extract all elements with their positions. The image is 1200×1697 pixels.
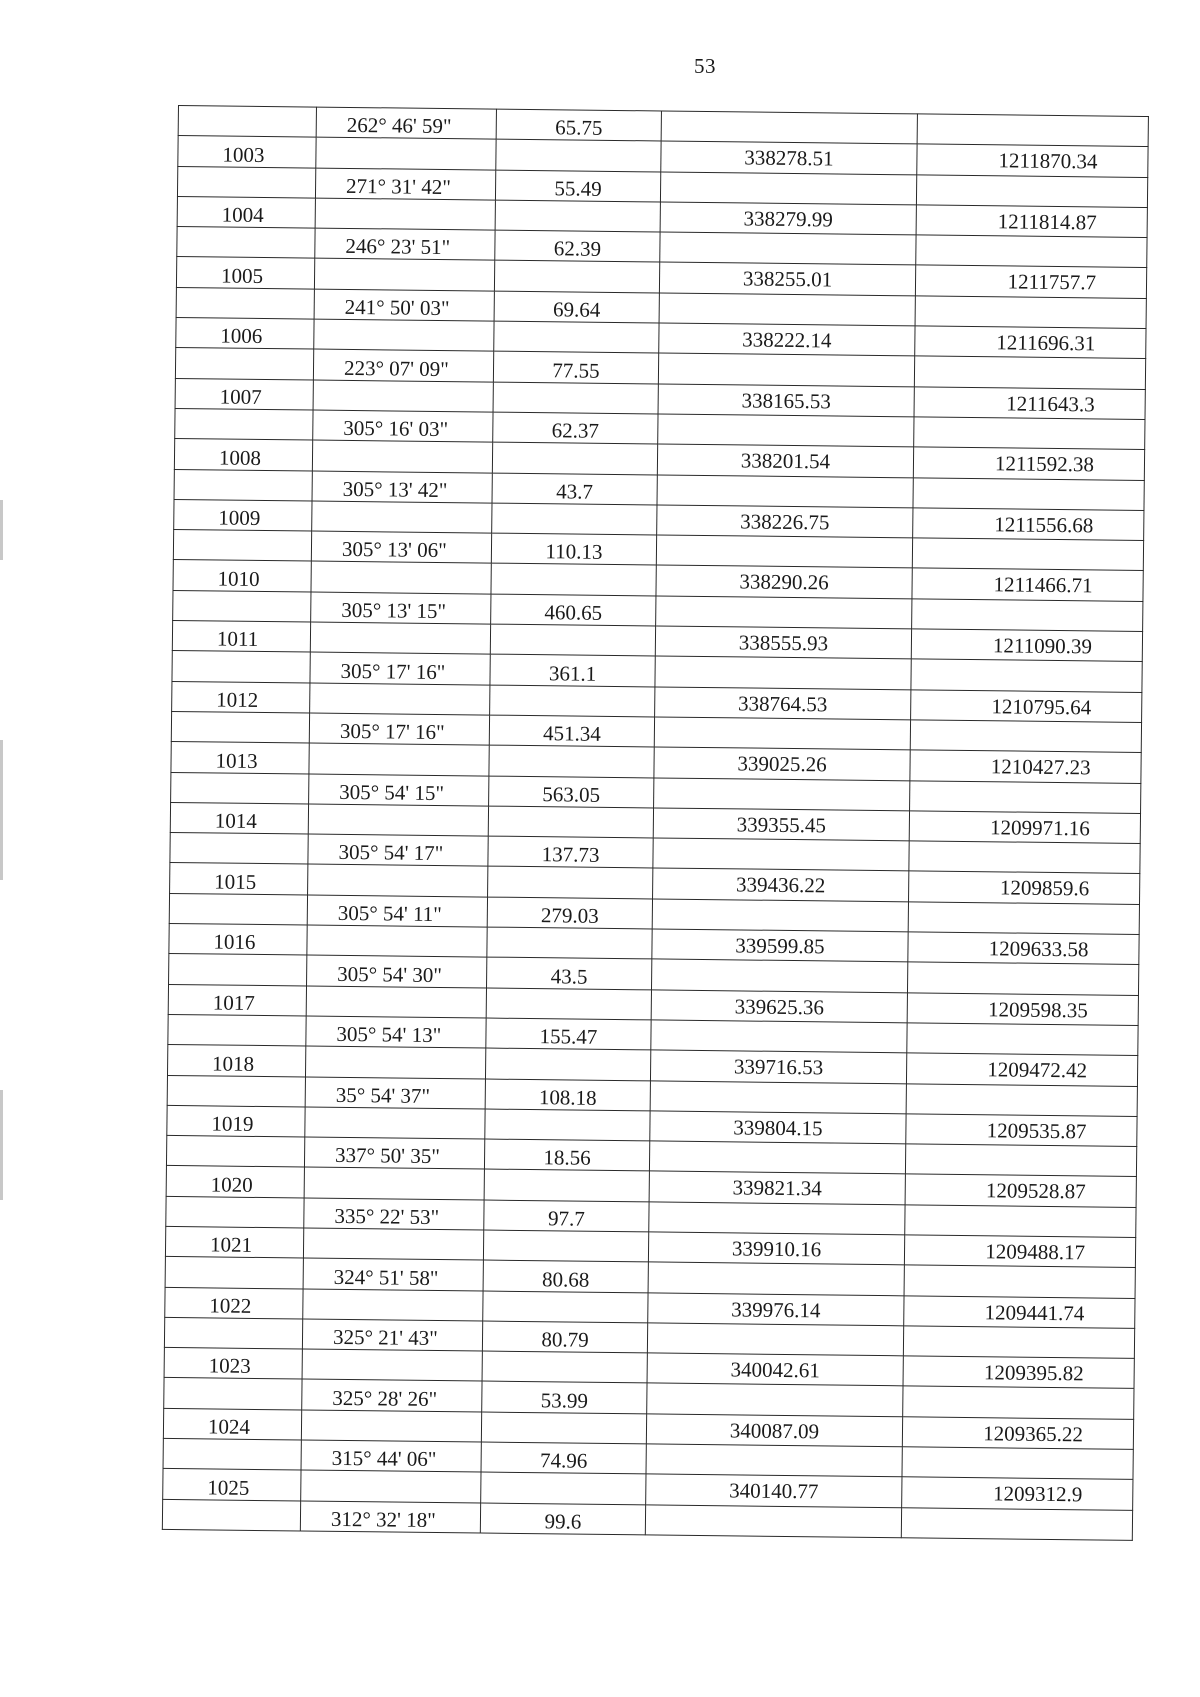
- easting-cell: 1209472.42: [906, 1053, 1137, 1086]
- bearing-cell: 325° 21' 43": [302, 1319, 482, 1351]
- point-cell: 1022: [165, 1287, 303, 1319]
- scan-edge-mark: [0, 1090, 3, 1200]
- distance-cell-empty: [489, 745, 654, 777]
- distance-cell-empty: [488, 866, 653, 898]
- easting-cell-empty: [902, 1447, 1133, 1480]
- bearing-cell: 305° 54' 13": [306, 1016, 486, 1048]
- northing-cell-empty: [654, 717, 910, 750]
- point-cell-empty: [168, 1014, 306, 1046]
- bearing-cell-empty: [310, 683, 490, 715]
- bearing-cell-empty: [316, 137, 496, 169]
- distance-cell-empty: [481, 1412, 646, 1444]
- bearing-cell-empty: [307, 925, 487, 957]
- northing-cell: 339804.15: [650, 1111, 906, 1144]
- distance-cell: 460.65: [491, 594, 656, 626]
- distance-cell-empty: [491, 564, 656, 596]
- easting-cell: 1211643.3: [914, 387, 1145, 420]
- northing-cell: 339436.22: [653, 868, 909, 901]
- point-cell-empty: [172, 651, 310, 683]
- distance-cell-empty: [482, 1351, 647, 1383]
- easting-cell: 1211696.31: [915, 326, 1146, 359]
- distance-cell: 43.7: [492, 473, 657, 505]
- distance-cell-empty: [486, 988, 651, 1020]
- easting-cell: 1211556.68: [913, 508, 1144, 541]
- northing-cell: 338226.75: [657, 505, 913, 538]
- bearing-cell-empty: [301, 1410, 481, 1442]
- easting-cell: 1209598.35: [907, 992, 1138, 1025]
- distance-cell-empty: [492, 503, 657, 535]
- point-cell: 1007: [175, 378, 313, 410]
- bearing-cell-empty: [303, 1289, 483, 1321]
- bearing-cell: 262° 46' 59": [316, 107, 496, 139]
- bearing-cell-empty: [302, 1349, 482, 1381]
- distance-cell: 155.47: [486, 1018, 651, 1050]
- distance-cell: 65.75: [496, 109, 661, 141]
- distance-cell-empty: [494, 321, 659, 353]
- bearing-cell-empty: [308, 804, 488, 836]
- easting-cell: 1211466.71: [912, 568, 1143, 601]
- easting-cell-empty: [913, 477, 1144, 510]
- northing-cell-empty: [656, 596, 912, 629]
- distance-cell-empty: [488, 806, 653, 838]
- easting-cell-empty: [905, 1144, 1136, 1177]
- point-cell: 1024: [163, 1408, 301, 1440]
- bearing-cell-empty: [312, 440, 492, 472]
- point-cell-empty: [177, 166, 315, 198]
- bearing-cell: 305° 54' 30": [307, 955, 487, 987]
- easting-cell-empty: [916, 235, 1147, 268]
- point-cell-empty: [170, 833, 308, 865]
- distance-cell: 279.03: [487, 897, 652, 929]
- northing-cell: 339355.45: [653, 808, 909, 841]
- point-cell: 1004: [177, 196, 315, 228]
- northing-cell-empty: [656, 535, 912, 568]
- distance-cell: 62.37: [493, 412, 658, 444]
- point-cell-empty: [178, 106, 316, 138]
- point-cell: 1025: [163, 1469, 301, 1501]
- distance-cell: 80.79: [482, 1321, 647, 1353]
- point-cell-empty: [164, 1378, 302, 1410]
- northing-cell-empty: [653, 838, 909, 871]
- northing-cell: 339599.85: [652, 929, 908, 962]
- northing-cell: 340042.61: [647, 1353, 903, 1386]
- point-cell-empty: [173, 530, 311, 562]
- northing-cell-empty: [651, 959, 907, 992]
- bearing-cell-empty: [308, 864, 488, 896]
- northing-cell: 338222.14: [659, 323, 915, 356]
- distance-cell: 97.7: [484, 1200, 649, 1232]
- northing-cell: 339716.53: [650, 1050, 906, 1083]
- bearing-cell: 241° 50' 03": [314, 289, 494, 321]
- distance-cell-empty: [483, 1230, 648, 1262]
- bearing-cell: 312° 32' 18": [300, 1501, 480, 1533]
- northing-cell: 338290.26: [656, 565, 912, 598]
- easting-cell: 1209859.6: [909, 871, 1140, 904]
- distance-cell: 18.56: [484, 1139, 649, 1171]
- scan-edge-mark: [0, 740, 3, 880]
- point-cell-empty: [166, 1136, 304, 1168]
- bearing-cell-empty: [303, 1228, 483, 1260]
- easting-cell-empty: [910, 780, 1141, 813]
- northing-cell: 340140.77: [646, 1474, 902, 1507]
- distance-cell: 361.1: [490, 654, 655, 686]
- distance-cell-empty: [485, 1109, 650, 1141]
- easting-cell: 1209633.58: [908, 932, 1139, 965]
- northing-cell-empty: [660, 172, 916, 205]
- point-cell-empty: [175, 348, 313, 380]
- point-cell: 1008: [174, 439, 312, 471]
- distance-cell-empty: [494, 261, 659, 293]
- point-cell: 1014: [170, 802, 308, 834]
- bearing-cell-empty: [310, 622, 490, 654]
- distance-cell-empty: [485, 1048, 650, 1080]
- bearing-cell: 305° 13' 06": [311, 531, 491, 563]
- point-cell: 1021: [165, 1226, 303, 1258]
- bearing-cell: 305° 17' 16": [309, 713, 489, 745]
- bearing-cell-empty: [314, 319, 494, 351]
- point-cell-empty: [165, 1257, 303, 1289]
- northing-cell-empty: [646, 1444, 902, 1477]
- distance-cell-empty: [481, 1472, 646, 1504]
- point-cell-empty: [162, 1499, 300, 1531]
- distance-cell-empty: [492, 442, 657, 474]
- distance-cell: 99.6: [480, 1503, 645, 1535]
- easting-cell: 1209535.87: [906, 1114, 1137, 1147]
- easting-cell: 1209441.74: [904, 1295, 1135, 1328]
- distance-cell: 55.49: [495, 170, 660, 202]
- bearing-cell: 223° 07' 09": [313, 349, 493, 381]
- point-cell-empty: [173, 590, 311, 622]
- point-cell: 1005: [176, 257, 314, 289]
- easting-cell: 1209395.82: [903, 1356, 1134, 1389]
- point-cell-empty: [176, 287, 314, 319]
- distance-cell: 108.18: [485, 1079, 650, 1111]
- scan-edge-mark: [0, 500, 3, 560]
- northing-cell: 339821.34: [649, 1171, 905, 1204]
- distance-cell-empty: [490, 624, 655, 656]
- bearing-cell-empty: [315, 198, 495, 230]
- northing-cell-empty: [647, 1323, 903, 1356]
- northing-cell: 340087.09: [646, 1414, 902, 1447]
- northing-cell-empty: [658, 414, 914, 447]
- point-cell-empty: [174, 469, 312, 501]
- distance-cell-empty: [483, 1291, 648, 1323]
- easting-cell-empty: [912, 538, 1143, 571]
- point-cell: 1006: [176, 318, 314, 350]
- easting-cell-empty: [910, 720, 1141, 753]
- easting-cell-empty: [907, 1023, 1138, 1056]
- bearing-cell: 305° 54' 15": [309, 774, 489, 806]
- northing-cell: 338201.54: [657, 444, 913, 477]
- easting-cell-empty: [908, 902, 1139, 935]
- point-cell-empty: [166, 1196, 304, 1228]
- northing-cell: 338165.53: [658, 384, 914, 417]
- bearing-cell-empty: [313, 380, 493, 412]
- northing-cell: 339976.14: [648, 1292, 904, 1325]
- point-cell-empty: [171, 711, 309, 743]
- bearing-cell-empty: [309, 743, 489, 775]
- point-cell: 1010: [173, 560, 311, 592]
- distance-cell: 137.73: [488, 836, 653, 868]
- bearing-cell-empty: [314, 259, 494, 291]
- distance-cell: 563.05: [489, 776, 654, 808]
- bearing-cell: 335° 22' 53": [304, 1198, 484, 1230]
- point-cell: 1011: [172, 621, 310, 653]
- northing-cell: 338764.53: [655, 687, 911, 720]
- easting-cell-empty: [903, 1326, 1134, 1359]
- traverse-table-body: [162, 106, 1148, 1541]
- northing-cell-empty: [652, 899, 908, 932]
- bearing-cell: 305° 54' 11": [307, 895, 487, 927]
- distance-cell: 110.13: [491, 533, 656, 565]
- point-cell: 1023: [164, 1348, 302, 1380]
- easting-cell-empty: [903, 1386, 1134, 1419]
- easting-cell-empty: [912, 599, 1143, 632]
- northing-cell-empty: [650, 1080, 906, 1113]
- distance-cell-empty: [487, 927, 652, 959]
- distance-cell: 451.34: [489, 715, 654, 747]
- point-cell-empty: [171, 772, 309, 804]
- northing-cell-empty: [645, 1505, 901, 1538]
- bearing-cell: 325° 28' 26": [302, 1379, 482, 1411]
- northing-cell: 338279.99: [660, 202, 916, 235]
- easting-cell-empty: [906, 1083, 1137, 1116]
- easting-cell-empty: [905, 1205, 1136, 1238]
- easting-cell: 1209488.17: [904, 1235, 1135, 1268]
- bearing-cell: 305° 13' 42": [312, 471, 492, 503]
- point-cell: 1003: [178, 136, 316, 168]
- northing-cell: 338278.51: [661, 141, 917, 174]
- distance-cell-empty: [496, 139, 661, 171]
- easting-cell-empty: [909, 841, 1140, 874]
- northing-cell-empty: [661, 111, 917, 144]
- distance-cell: 62.39: [495, 230, 660, 262]
- distance-cell-empty: [490, 685, 655, 717]
- easting-cell: 1211814.87: [916, 205, 1147, 238]
- northing-cell-empty: [655, 656, 911, 689]
- distance-cell: 80.68: [483, 1260, 648, 1292]
- easting-cell: 1209312.9: [902, 1477, 1133, 1510]
- easting-cell: 1211757.7: [915, 265, 1146, 298]
- easting-cell: 1211870.34: [917, 144, 1148, 177]
- northing-cell-empty: [659, 293, 915, 326]
- easting-cell-empty: [907, 962, 1138, 995]
- bearing-cell: 271° 31' 42": [315, 168, 495, 200]
- northing-cell-empty: [654, 777, 910, 810]
- bearing-cell: 305° 54' 17": [308, 834, 488, 866]
- easting-cell: 1211592.38: [913, 447, 1144, 480]
- northing-cell-empty: [658, 353, 914, 386]
- easting-cell-empty: [917, 114, 1148, 147]
- northing-cell-empty: [649, 1141, 905, 1174]
- point-cell: 1019: [167, 1105, 305, 1137]
- easting-cell: 1209365.22: [902, 1417, 1133, 1450]
- northing-cell-empty: [648, 1262, 904, 1295]
- point-cell: 1012: [172, 681, 310, 713]
- bearing-cell: 246° 23' 51": [315, 228, 495, 260]
- distance-cell: 43.5: [487, 957, 652, 989]
- northing-cell-empty: [651, 1020, 907, 1053]
- distance-cell: 69.64: [494, 291, 659, 323]
- bearing-cell: 305° 13' 15": [311, 592, 491, 624]
- northing-cell-empty: [657, 475, 913, 508]
- easting-cell-empty: [904, 1265, 1135, 1298]
- point-cell: 1016: [169, 923, 307, 955]
- northing-cell: 339025.26: [654, 747, 910, 780]
- northing-cell: 339625.36: [651, 990, 907, 1023]
- bearing-cell: 315° 44' 06": [301, 1440, 481, 1472]
- bearing-cell-empty: [305, 1107, 485, 1139]
- bearing-cell-empty: [305, 1046, 485, 1078]
- easting-cell-empty: [914, 417, 1145, 450]
- bearing-cell: 324° 51' 58": [303, 1258, 483, 1290]
- distance-cell-empty: [493, 382, 658, 414]
- easting-cell: 1209528.87: [905, 1174, 1136, 1207]
- point-cell-empty: [169, 893, 307, 925]
- northing-cell: 338555.93: [655, 626, 911, 659]
- distance-cell-empty: [495, 200, 660, 232]
- point-cell-empty: [169, 954, 307, 986]
- point-cell: 1020: [166, 1166, 304, 1198]
- point-cell: 1013: [171, 742, 309, 774]
- northing-cell-empty: [647, 1383, 903, 1416]
- bearing-cell-empty: [304, 1167, 484, 1199]
- point-cell-empty: [163, 1438, 301, 1470]
- bearing-cell: 337° 50' 35": [304, 1137, 484, 1169]
- easting-cell-empty: [901, 1507, 1132, 1540]
- point-cell-empty: [167, 1075, 305, 1107]
- northing-cell: 339910.16: [648, 1232, 904, 1265]
- point-cell-empty: [175, 408, 313, 440]
- point-cell: 1009: [174, 499, 312, 531]
- northing-cell-empty: [649, 1202, 905, 1235]
- distance-cell-empty: [484, 1169, 649, 1201]
- northing-cell-empty: [660, 232, 916, 265]
- easting-cell: 1211090.39: [911, 629, 1142, 662]
- easting-cell-empty: [914, 356, 1145, 389]
- easting-cell-empty: [916, 174, 1147, 207]
- bearing-cell: 305° 16' 03": [313, 410, 493, 442]
- bearing-cell-empty: [306, 986, 486, 1018]
- bearing-cell-empty: [301, 1470, 481, 1502]
- point-cell: 1018: [167, 1045, 305, 1077]
- easting-cell: 1210795.64: [911, 689, 1142, 722]
- easting-cell-empty: [915, 296, 1146, 329]
- distance-cell: 53.99: [482, 1382, 647, 1414]
- bearing-cell: 35° 54' 37": [305, 1077, 485, 1109]
- point-cell-empty: [177, 227, 315, 259]
- bearing-cell: 305° 17' 16": [310, 652, 490, 684]
- bearing-cell-empty: [312, 501, 492, 533]
- distance-cell: 74.96: [481, 1442, 646, 1474]
- traverse-table: [162, 105, 1149, 1541]
- point-cell-empty: [164, 1317, 302, 1349]
- easting-cell-empty: [911, 659, 1142, 692]
- easting-cell: 1210427.23: [910, 750, 1141, 783]
- page-number: 53: [694, 54, 716, 78]
- northing-cell: 338255.01: [659, 262, 915, 295]
- point-cell: 1015: [170, 863, 308, 895]
- easting-cell: 1209971.16: [909, 811, 1140, 844]
- bearing-cell-empty: [311, 561, 491, 593]
- distance-cell: 77.55: [493, 351, 658, 383]
- point-cell: 1017: [168, 984, 306, 1016]
